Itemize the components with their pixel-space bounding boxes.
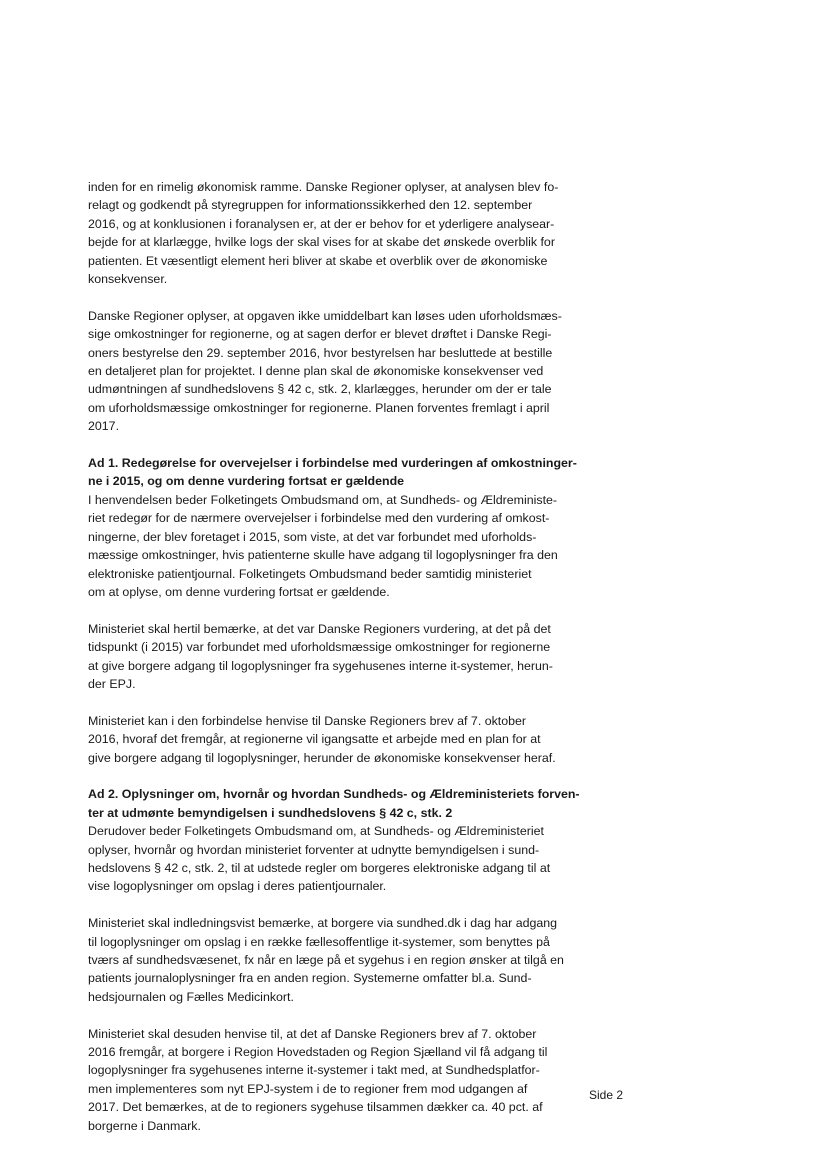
text-line: patienten. Et væsentligt element heri bliver at skabe et overblik over de økonomiske — [88, 253, 548, 268]
text-line: Ministeriet skal indledningsvist bemærke, at borgere via sundhed.dk i dag har adgang — [88, 916, 558, 931]
paragraph — [88, 914, 568, 1006]
section-heading-line: Ad 2. Oplysninger om, hvornår og hvordan Sundheds- og Ældreministeriets forven- — [88, 787, 580, 802]
document-body — [88, 178, 580, 1153]
paragraph — [88, 307, 568, 436]
paragraph — [88, 785, 580, 895]
section-heading-line: Ad 1. Redegørelse for overvejelser i forbindelse med vurderingen af omkostninger- — [88, 456, 577, 471]
text-line: tværs af sundhedsvæsenet, fx når en læge på et sygehus i en region ønsker at tilgå en — [88, 952, 564, 967]
text-line: elektroniske patientjournal. Folketingets Ombudsmand beder samtidig ministeriet — [88, 566, 532, 581]
text-line: Derudover beder Folketingets Ombudsmand om, at Sundheds- og Ældreministeriet — [88, 824, 544, 839]
text-line: 2016, og at konklusionen i foranalysen er, at der er behov for et yderligere analysear- — [88, 216, 555, 231]
text-line: udmøntningen af sundhedslovens § 42 c, stk. 2, klarlægges, herunder om der er tale — [88, 382, 552, 397]
text-line: Danske Regioner oplyser, at opgaven ikke umiddelbart kan løses uden uforholdsmæs- — [88, 308, 562, 323]
text-line: patients journaloplysninger fra en anden region. Systemerne omfatter bl.a. Sund- — [88, 971, 532, 986]
text-line: bejde for at klarlægge, hvilke logs der skal vises for at skabe det ønskede overblik for — [88, 235, 555, 250]
paragraph — [88, 620, 568, 694]
text-line: om uforholdsmæssige omkostninger for regionerne. Planen forventes fremlagt i april — [88, 400, 550, 415]
section-heading-line: ne i 2015, og om denne vurdering fortsat er gældende — [88, 474, 405, 489]
text-line: Ministeriet skal hertil bemærke, at det var Danske Regioners vurdering, at det på det — [88, 621, 551, 636]
text-line: men implementeres som nyt EPJ-system i de to regioner frem mod udgangen af — [88, 1081, 528, 1096]
text-line: riet redegør for de nærmere overvejelser i forbindelse med den vurdering af omkost- — [88, 511, 550, 526]
text-line: logoplysninger fra sygehusenes interne it-systemer i takt med, at Sundhedsplatfor- — [88, 1063, 540, 1078]
paragraph — [88, 178, 568, 288]
text-line: tidspunkt (i 2015) var forbundet med uforholdsmæssige omkostninger for regionerne — [88, 640, 551, 655]
text-line: der EPJ. — [88, 676, 136, 691]
text-line: hedslovens § 42 c, stk. 2, til at udstede regler om borgeres elektroniske adgang til at — [88, 860, 551, 875]
section-heading-line: ter at udmønte bemyndigelsen i sundhedslovens § 42 c, stk. 2 — [88, 805, 453, 820]
text-line: relagt og godkendt på styregruppen for informationssikkerhed den 12. september — [88, 198, 533, 213]
text-line: borgerne i Danmark. — [88, 1118, 201, 1133]
text-line: inden for en rimelig økonomisk ramme. Danske Regioner oplyser, at analysen blev fo- — [88, 180, 559, 194]
text-line: ningerne, der blev foretaget i 2015, som viste, at det var forbundet med uforholds- — [88, 529, 537, 544]
text-line: mæssige omkostninger, hvis patienterne skulle have adgang til logoplysninger fra den — [88, 548, 558, 563]
text-line: 2017. Det bemærkes, at de to regioners sygehuse tilsammen dækker ca. 40 pct. af — [88, 1100, 543, 1115]
page-number: Side 2 — [589, 1088, 624, 1102]
text-line: konsekvenser. — [88, 272, 168, 287]
text-line: en detaljeret plan for projektet. I denne plan skal de økonomiske konsekvenser ved — [88, 364, 544, 379]
text-line: 2016 fremgår, at borgere i Region Hovedstaden og Region Sjælland vil få adgang til — [88, 1044, 548, 1059]
text-line: sige omkostninger for regionerne, og at sagen derfor er blevet drøftet i Danske Regi- — [88, 327, 552, 342]
text-line: 2016, hvoraf det fremgår, at regionerne vil igangsatte et arbejde med en plan for at — [88, 732, 541, 747]
paragraph — [88, 712, 568, 767]
text-line: give borgere adgang til logoplysninger, herunder de økonomiske konsekvenser heraf. — [88, 750, 556, 765]
paragraph — [88, 1025, 568, 1135]
text-line: Ministeriet kan i den forbindelse henvise til Danske Regioners brev af 7. oktober — [88, 713, 527, 728]
text-line: Ministeriet skal desuden henvise til, at det af Danske Regioners brev af 7. oktober — [88, 1026, 537, 1041]
text-line: til logoplysninger om opslag i en række fællesoffentlige it-systemer, som benyttes på — [88, 934, 550, 949]
text-line: om at oplyse, om denne vurdering fortsat er gældende. — [88, 584, 390, 599]
text-line: vise logoplysninger om opslag i deres patientjournaler. — [88, 879, 387, 894]
text-line: I henvendelsen beder Folketingets Ombudsmand om, at Sundheds- og Ældreministe- — [88, 492, 558, 507]
text-line: oners bestyrelse den 29. september 2016, hvor bestyrelsen har besluttede at bestille — [88, 345, 553, 360]
text-line: hedsjournalen og Fælles Medicinkort. — [88, 989, 294, 1004]
text-line: 2017. — [88, 419, 120, 434]
text-line: oplyser, hvornår og hvordan ministeriet forventer at udnytte bemyndigelsen i sund- — [88, 842, 540, 857]
text-line: at give borgere adgang til logoplysninger fra sygehusenes interne it-systemer, herun- — [88, 658, 553, 673]
paragraph — [88, 454, 577, 601]
